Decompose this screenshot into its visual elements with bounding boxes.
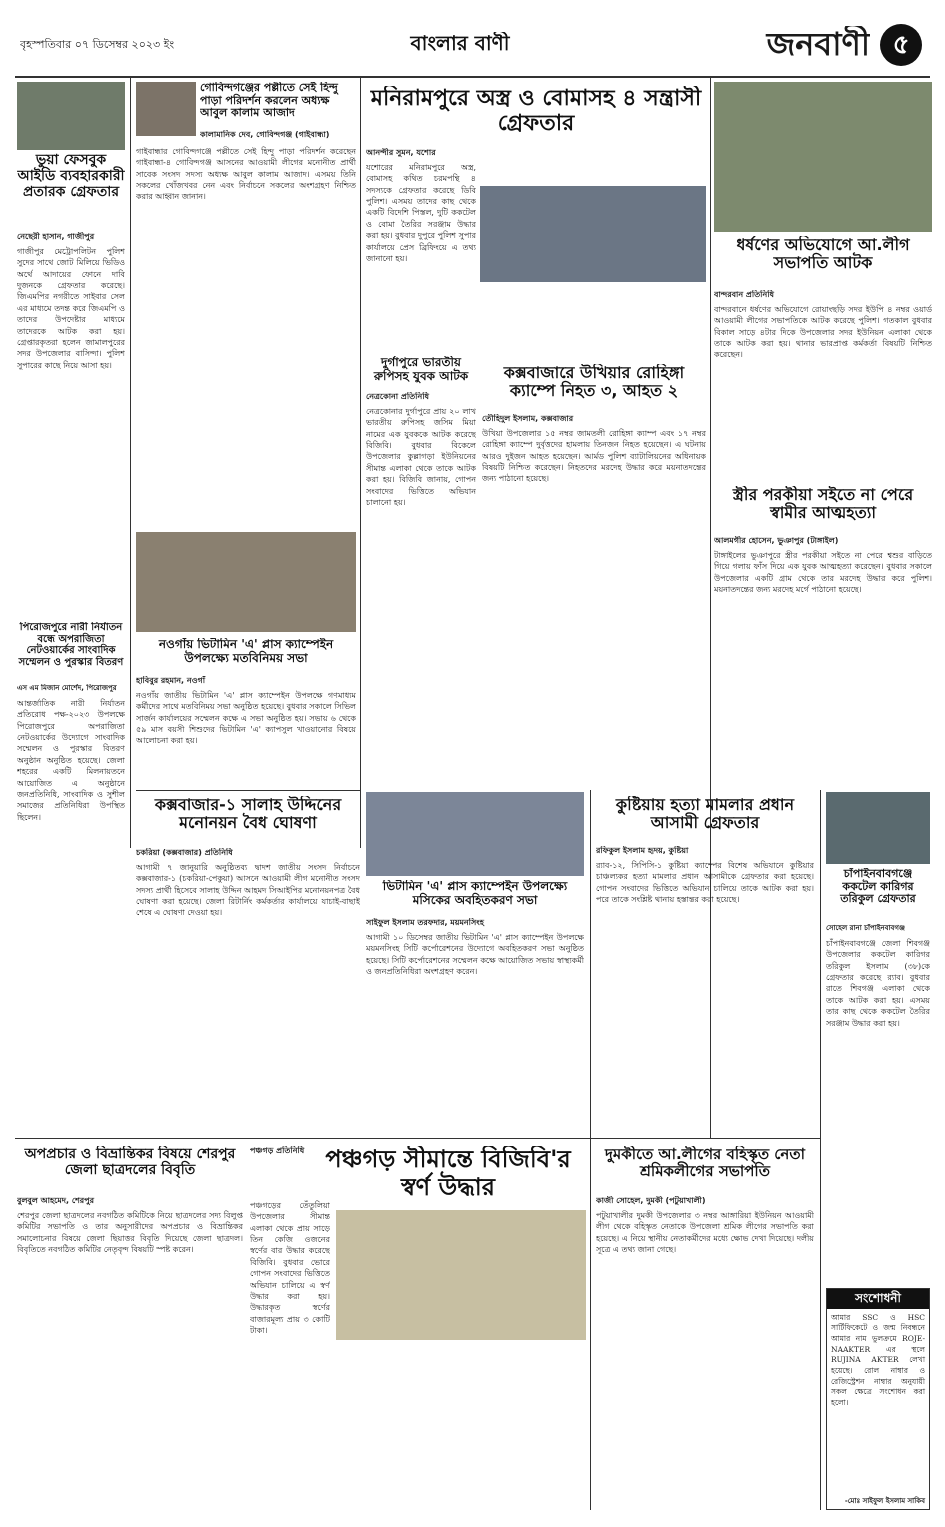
naogaon-body: নওগাঁয় জাতীয় ভিটামিন 'এ' প্লাস ক্যাম্পেইন উপলক্ষে গণমাধ্যম কর্মীদের সাথে মতবিনিময় সভা অনুষ্ঠিত হয়েছে। বুধবার সকালে সিভিল সার্জন কার্যালয়ের সম্মেলন কক্ষে এ সভা অনুষ্ঠিত হয়। সভায় ৬ থেকে ৫৯ মাস বয়সী শিশুদের ভিটামিন 'এ' ক্যাপসুল খাওয়ানোর বিষয়ে আলোচনা করা হয়। (136, 691, 356, 746)
panchagarh-headline: পঞ্চগড় সীমান্তে বিজিবি'র স্বর্ণ উদ্ধার (325, 1146, 571, 1201)
page-number: ৫ (892, 30, 910, 60)
rohingya-headline: কক্সবাজারে উখিয়ার রোহিঙ্গা ক্যাম্পে নিহত ৩, আহত ২ (503, 364, 685, 401)
correction-signature: -মোঃ সাইফুল ইসলাম সাকিব (844, 1496, 925, 1505)
chapai-body: চাঁপাইনবাবগঞ্জে জেলা শিবগঞ্জ উপজেলার ককটেল কারিগর তরিকুল ইসলাম (৩৮)কে গ্রেফতার করেছে র‌্যাব। বুধবার রাতে শিবগঞ্জ এলাকা থেকে তাকে আটক করা হয়। এসময় তার কাছ থেকে ককটেল তৈরির সরঞ্জাম উদ্ধার করা হয়। (826, 939, 930, 1028)
pirojpur-body-cont (17, 840, 125, 1130)
masthead-section: বাংলার বাণী (410, 32, 510, 55)
correction-box (826, 1288, 930, 1510)
naogaon-byline: হাবিবুর রহমান, নওগাঁ (136, 676, 206, 685)
fake-id-headline: ভুয়া ফেসবুক আইডি ব্যবহারকারী প্রতারক গ্রেফতার (17, 152, 125, 201)
sherpur-byline: বুলবুল আহমেদ, শেরপুর (17, 1196, 95, 1205)
pirojpur-body: আন্তর্জাতিক নারী নির্যাতন প্রতিরোধ পক্ষ-২০২৩ উপলক্ষে পিরোজপুরে অপরাজিতা নেটওয়ার্কের উদ্যোগে সাংবাদিক সম্মেলন ও পুরস্কার বিতরণ অনুষ্ঠান অনুষ্ঠিত হয়েছে। জেলা শহরের একটি মিলনায়তনে আয়োজিত এ অনুষ্ঠানে জনপ্রতিনিধি, সাংবাদিক ও সুশীল সমাজের প্রতিনিধিরা উপস্থিত ছিলেন। (17, 699, 125, 822)
salahuddin-headline: কক্সবাজার-১ সালাহ উদ্দিনের মনোনয়ন বৈধ ঘোষণা (154, 796, 342, 833)
panchagarh-body: পঞ্চগড়ের তেঁতুলিয়া উপজেলার সীমান্ত এলাকা থেকে প্রায় সাড়ে তিন কেজি ওজনের স্বর্ণের বার উদ্ধার করেছে বিজিবি। বুধবার ভোরে গোপন সংবাদের ভিত্তিতে অভিযান চালিয়ে এ স্বর্ণ উদ্ধার করা হয়। উদ্ধারকৃত স্বর্ণের বাজারমূল্য প্রায় ৩ কোটি টাকা। (250, 1201, 330, 1335)
fake-id-byline: নেছেরী হাসান, গাজীপুর (17, 232, 95, 241)
pirojpur-byline: এস এম মিজান মোর্শেদ, পিরোজপুর (17, 684, 117, 692)
correction-headline: সংশোধনী (827, 1289, 929, 1309)
wife-body: টাঙ্গাইলের ভুঞাপুরে স্ত্রীর পরকীয়া সইতে না পেরে শ্বশুর বাড়িতে গিয়ে গলায় ফাঁস দিয়ে এক যুবক আত্মহত্যা করেছেন। বুধবার সকালে উপজেলার একটি গ্রাম থেকে তার মরদেহ উদ্ধার করে পুলিশ। ময়নাতদন্তের জন্য মরদেহ মর্গে পাঠানো হয়েছে। (714, 551, 932, 595)
sherpur-headline: অপপ্রচার ও বিভ্রান্তিকর বিষয়ে শেরপুর জেলা ছাত্রদলের বিবৃতি (24, 1146, 236, 1179)
page-number-badge (880, 24, 922, 66)
gobindaganj-photo (136, 82, 196, 136)
naogaon-photo (136, 532, 356, 632)
gobindaganj-byline: কালামানিক দেব, গোবিন্দগঞ্জ (গাইবান্ধা) (200, 130, 330, 139)
correction-body: আমার SSC ও HSC সার্টিফিকেটে ও জন্ম নিবন্ধনে আমার নাম ভুলক্রমে ROJE-NAAKTER এর স্থলে RUJINA AKTER লেখা হয়েছে। রোল নাম্বার ও রেজিস্ট্রেশন নাম্বার অনুযায়ী সকল ক্ষেত্রে সংশোধন করা হলো। (831, 1312, 925, 1407)
rape-byline: বান্দরবান প্রতিনিধি (714, 290, 775, 299)
dumki-byline: কাজী সোহেল, দুমকী (পটুয়াখালী) (596, 1196, 706, 1205)
rape-headline: ধর্ষণের অভিযোগে আ.লীগ সভাপতি আটক (736, 236, 910, 273)
wife-headline: স্ত্রীর পরকীয়া সইতে না পেরে স্বামীর আত্মহত্যা (732, 486, 914, 523)
gobindaganj-headline: গোবিন্দগঞ্জের পল্লীতে সেই হিন্দু পাড়া পরিদর্শন করলেন অধ্যক্ষ আবুল কালাম আজাদ (200, 82, 338, 120)
panchagarh-gold-photo (336, 1210, 586, 1340)
panchagarh-byline: পঞ্চগড় প্রতিনিধি (250, 1146, 305, 1155)
gobindaganj-body: গাইবান্ধার গোবিন্দগঞ্জে পল্লীতে সেই হিন্দু পাড়া পরিদর্শন করেছেন গাইবান্ধা-৪ গোবিন্দগঞ্জ আসনের আওয়ামী লীগের মনোনীত প্রার্থী সাবেক সংসদ সদস্য অধ্যক্ষ আবুল কালাম আজাদ। এসময় তিনি সকলের খোঁজখবর নেন এবং নির্বাচনে সকলের অংশগ্রহণ নিশ্চিত করার আহ্বান জানান। (136, 147, 356, 202)
masthead-logo: জনবাণী (766, 26, 870, 63)
durgapur-headline: দুর্গাপুরে ভারতীয় রুপিসহ যুবক আটক (373, 356, 469, 383)
salahuddin-body: আগামী ৭ জানুয়ারি অনুষ্ঠিতব্য দ্বাদশ জাতীয় সংসদ নির্বাচনে কক্সবাজার-১ (চকরিয়া-পেকুয়া) আসনে আওয়ামী লীগ মনোনীত সংসদ সদস্য প্রার্থী হিসেবে সালাহ উদ্দিন আহমদ সিআইপির মনোনয়নপত্র বৈধ ঘোষণা করা হয়েছে। জেলা রিটার্নিং কর্মকর্তার কার্যালয়ে যাচাই-বাছাই শেষে এ ঘোষণা দেওয়া হয়। (136, 863, 360, 918)
wife-byline: আলমগীর হোসেন, ভুঞাপুর (টাঙ্গাইল) (714, 536, 839, 545)
fake-id-body: গাজীপুর মেট্রোপলিটন পুলিশ সুদের সাথে জোট মিলিয়ে ভিডিও অর্থে আদায়ের ফোনে দাবি দুজনকে গ্রেফতার করেছে। জিএমপির নগরীতে সাইবার সেল এর মাধ্যমে তদন্ত করে জিএমপি ও তাদের উপদেষ্টার মাধ্যমে তাদেরকে আটক করা হয়। গ্রেপ্তারকৃতরা হলেন জামালপুরের সদর উপজেলার বাসিন্দা। পুলিশ সুপারের কাছে নিয়ে আসা হয়। (17, 247, 125, 370)
panchagarh-body-cont (336, 1348, 586, 1510)
rohingya-body: উখিয়া উপজেলার ১৫ নম্বর জামতলী রোহিঙ্গা ক্যাম্প এবং ১৭ নম্বর রোহিঙ্গা ক্যাম্পে দুর্বৃত্তদের হামলায় তিনজন নিহত হয়েছেন। এ ঘটনায় আরও দুইজন আহত হয়েছেন। আর্মড পুলিশ ব্যাটালিয়নের অধিনায়ক বিষয়টি নিশ্চিত করেছেন। নিহতদের মরদেহ উদ্ধার করে ময়নাতদন্তের জন্য পাঠানো হয়েছে। (482, 429, 706, 484)
mymensingh-headline: ভিটামিন 'এ' প্লাস ক্যাম্পেইন উপলক্ষ্যে মসিকের অবহিতকরণ সভা (382, 880, 568, 907)
mymensingh-body: আগামী ১০ ডিসেম্বর জাতীয় ভিটামিন 'এ' প্লাস ক্যাম্পেইন উপলক্ষে ময়মনসিংহ সিটি কর্পোরেশনের উদ্যোগে অবহিতকরণ সভা অনুষ্ঠিত হয়েছে। সিটি কর্পোরেশনের সম্মেলন কক্ষে আয়োজিত সভায় স্বাস্থ্যকর্মী ও জনপ্রতিনিধিরা অংশগ্রহণ করেন। (366, 933, 584, 977)
kushtia-headline: কুষ্টিয়ায় হত্যা মামলার প্রধান আসামী গ্রেফতার (615, 796, 795, 833)
durgapur-byline: নেত্রকোনা প্রতিনিধি (366, 392, 430, 401)
kushtia-body: র‌্যাব-১২, সিপিসি-১ কুষ্টিয়া ক্যাম্পের বিশেষ অভিযানে কুষ্টিয়ার চাঞ্চল্যকর হত্যা মামলার প্রধান আসামীকে গ্রেফতার করা হয়েছে। গোপন সংবাদের ভিত্তিতে অভিযান চালিয়ে তাকে আটক করা হয়। পরে তাকে সংশ্লিষ্ট থানায় হস্তান্তর করা হয়েছে। (596, 861, 814, 905)
rape-photo (714, 82, 932, 232)
naogaon-headline: নওগাঁয় ভিটামিন 'এ' প্লাস ক্যাম্পেইন উপলক্ষ্যে মতবিনিময় সভা (136, 638, 356, 666)
pirojpur-headline: পিরোজপুরে নারী নির্যাতন বন্ধে অপরাজিতা নেটওয়ার্কের সাংবাদিক সম্মেলন ও পুরস্কার বিতরণ (18, 622, 124, 668)
dumki-headline: দুমকীতে আ.লীগের বহিস্কৃত নেতা শ্রমিকলীগের সভাপতি (605, 1146, 805, 1181)
sherpur-body: শেরপুর জেলা ছাত্রদলের নবগঠিত কমিটিকে নিয়ে ছাত্রদলের সদ্য বিলুপ্ত কমিটির সভাপতি ও তার অনুসারীদের অপপ্রচার ও বিভ্রান্তিকর সমালোচনার বিষয়ে জেলা ছিয়াত্তর বিবৃতি দিয়েছে জেলা ছাত্রদল। বিবৃতিতে নবগঠিত কমিটির নেতৃবৃন্দ বিষয়টি স্পষ্ট করেন। (17, 1211, 243, 1255)
moniram-byline: আনন্দীর সুমন, যশোর (366, 148, 436, 157)
masthead-date: বৃহস্পতিবার ০৭ ডিসেম্বর ২০২৩ ইং (20, 38, 175, 51)
salahuddin-byline: চকরিয়া (কক্সবাজার) প্রতিনিধি (136, 848, 233, 857)
mymensingh-photo (366, 792, 584, 876)
rape-body: বান্দরবানে ধর্ষণের অভিযোগে রোয়াংছড়ি সদর ইউপি ৪ নম্বর ওয়ার্ড আওয়ামী লীগের সভাপতিকে আটক করেছে পুলিশ। গতকাল বুধবার বিকাল সাড়ে ৪টার দিকে উপজেলার সদর ইউনিয়ন এলাকা থেকে তাকে আটক করা হয়। থানার ভারপ্রাপ্ত কর্মকর্তা বিষয়টি নিশ্চিত করেছেন। (714, 305, 932, 360)
moniram-body: যশোরের মনিরামপুরে অস্ত্র, বোমাসহ কথিত চরমপন্থি ৪ সদস্যকে গ্রেফতার করেছে ডিবি পুলিশ। এসময় তাদের কাছ থেকে একটি বিদেশি পিস্তল, দুটি ককটেল ও বোমা তৈরির সরঞ্জাম উদ্ধার করা হয়। বুধবার দুপুরে পুলিশ সুপার কার্যালয়ে প্রেস ব্রিফিংয়ে এ তথ্য জানানো হয়। (366, 163, 476, 263)
rohingya-byline: তৌহিদুল ইসলাম, কক্সবাজার (482, 414, 574, 423)
fake-id-photo (17, 82, 125, 150)
chapai-headline: চাঁপাইনবাবগঞ্জে ককটেল কারিগর তরিকুল গ্রেফতার (840, 868, 916, 906)
durgapur-body: নেত্রকোনার দুর্গাপুরে প্রায় ২০ লাখ ভারতীয় রুপিসহ জসিম মিয়া নামের এক যুবককে আটক করেছে বিজিবি। বুধবার বিকেলে উপজেলার কুল্লাগড়া ইউনিয়নের সীমান্ত এলাকা থেকে তাকে আটক করা হয়। বিজিবি জানায়, গোপন সংবাদের ভিত্তিতে অভিযান চালানো হয়। (366, 407, 476, 507)
moniram-body-cont (480, 290, 706, 350)
kushtia-byline: রফিকুল ইসলাম হৃদয়, কুষ্টিয়া (596, 846, 689, 855)
moniram-photo (480, 186, 706, 282)
masthead (0, 0, 945, 78)
moniram-headline: মনিরামপুরে অস্ত্র ও বোমাসহ ৪ সন্ত্রাসী গ্রেফতার (370, 86, 702, 137)
chapai-photo (826, 792, 930, 864)
dumki-body: পটুয়াখালীর দুমকী উপজেলার ৩ নম্বর আঙ্গারিয়া ইউনিয়ন আওয়ামী লীগ থেকে বহিস্কৃত নেতাকে উপজেলা শ্রমিক লীগের সভাপতি করা হয়েছে। এ নিয়ে স্থানীয় নেতাকর্মীদের মধ্যে ক্ষোভ দেখা দিয়েছে। দলীয় সূত্রে এ তথ্য জানা গেছে। (596, 1211, 814, 1255)
chapai-byline: সোহেল রানা চাঁপাইনবাবগঞ্জ (826, 924, 905, 932)
mymensingh-byline: সাইফুল ইসলাম তরফদার, ময়মনসিংহ (366, 918, 484, 927)
